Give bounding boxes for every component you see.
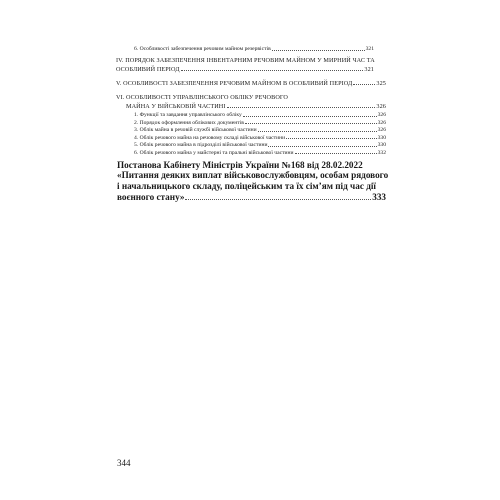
dot-leader	[286, 137, 377, 139]
toc-resolution	[117, 160, 388, 191]
toc-section-vi-line1: VI. ОСОБЛИВОСТІ УПРАВЛІНСЬКОГО ОБЛІКУ РЕЧОВОГО	[116, 94, 289, 101]
toc-section-iv-line2: ОСОБЛИВИЙ ПЕРІОД	[116, 66, 180, 73]
dot-leader	[258, 130, 377, 132]
toc-entry-page: 321	[365, 46, 374, 52]
toc-section-vi-page: 326	[376, 103, 386, 110]
toc-sub-entry	[134, 121, 386, 127]
dot-leader	[181, 69, 364, 71]
toc-sub-entry	[134, 143, 386, 149]
page-number: 344	[117, 458, 131, 468]
dot-leader	[185, 198, 371, 200]
dot-leader	[243, 115, 377, 117]
toc-section-vi-line2-row	[126, 104, 386, 110]
toc-sub-entry-page: 326	[377, 112, 386, 118]
toc-sub-entry	[134, 136, 386, 142]
toc-section-iv	[116, 58, 375, 65]
toc-resolution-line4: воєнного стану»	[117, 192, 185, 202]
toc-sub-entry-text: 3. Облік майна в речовій службі військової частини	[134, 127, 257, 133]
toc-sub-entry-text: 4. Облік речового майна на речовому складі військової частини	[134, 134, 286, 141]
toc-resolution-line3: і начальницького складу, поліцейським та їх сім’ям під час дії	[117, 180, 376, 191]
toc-sub-entry-text: 1. Функції та завдання управлінського обліку	[134, 112, 242, 118]
dot-leader	[268, 145, 376, 147]
toc-sub-entry-text: 5. Облік речового майна в підрозділі військової частини	[134, 142, 268, 148]
toc-sub-entry-page: 326	[377, 119, 386, 126]
toc-section-iv-line1: IV. ПОРЯДОК ЗАБЕЗПЕЧЕННЯ ІНВЕНТАРНИМ РЕЧОВИМ МАЙНОМ У МИРНИЙ ЧАС ТА	[116, 57, 375, 64]
toc-section-v-text: V. ОСОБЛИВОСТІ ЗАБЕЗПЕЧЕННЯ РЕЧОВИМ МАЙНОМ В ОСОБЛИВИЙ ПЕРІОД	[116, 80, 353, 87]
toc-section-v-page: 325	[376, 80, 386, 87]
toc-resolution-line1: Постанова Кабінету Міністрів України №168 від 28.02.2022	[117, 160, 363, 170]
toc-resolution-page: 333	[372, 192, 386, 202]
toc-section-vi	[116, 95, 288, 102]
toc-sub-entry-page: 326	[377, 127, 386, 133]
toc-section-iv-line2-row	[116, 67, 374, 73]
dot-leader	[272, 49, 365, 51]
toc-sub-entry	[134, 113, 386, 119]
toc-entry-text: 6. Особливості забезпечення речовим майном резервістів	[134, 46, 271, 52]
toc-resolution-line2: «Питання деяких виплат військовослужбовцям, особам рядового	[117, 170, 389, 181]
toc-resolution-line4-row	[117, 193, 386, 202]
toc-sub-entry-page: 330	[377, 142, 386, 148]
dot-leader	[245, 122, 377, 124]
toc-sub-entry	[134, 128, 386, 134]
toc-section-vi-line2: МАЙНА У ВІЙСЬКОВІЙ ЧАСТИНІ	[126, 103, 226, 110]
dot-leader	[227, 106, 376, 108]
toc-section-v	[116, 81, 386, 87]
toc-entry	[134, 47, 374, 53]
toc-sub-entry	[134, 151, 386, 157]
toc-section-iv-page: 321	[364, 66, 374, 73]
dot-leader	[353, 83, 375, 85]
toc-sub-entry-page: 332	[377, 149, 386, 156]
toc-sub-entry-text: 6. Облік речового майна у майстерні та пральні військової частини	[134, 149, 294, 156]
toc-sub-entry-text: 2. Порядок оформлення облікових документів	[134, 119, 244, 126]
dot-leader	[295, 152, 377, 154]
toc-sub-entry-page: 330	[377, 134, 386, 141]
